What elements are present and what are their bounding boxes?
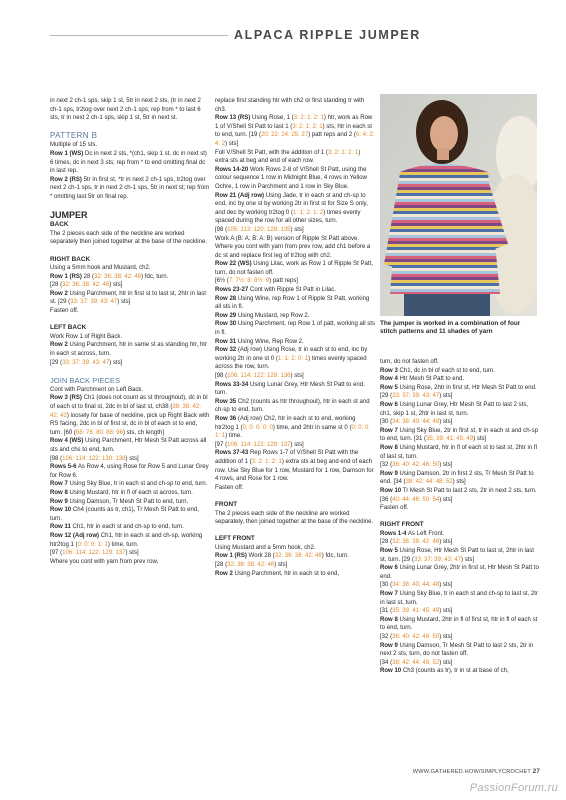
row-label: Row 8 xyxy=(380,616,398,623)
text-column-2 xyxy=(215,97,375,578)
instruction-line: [98 (106: 114: 122: 130: 138) sts] xyxy=(50,455,139,462)
page-number: 27 xyxy=(532,768,540,775)
row-text: Work Rows 2-8 of V/Shell St Patt, using the colour sequence 1 row in Midnight Blue, 4 rows in Yellow Ochre, 1 row in Parchment and 1 row in Sky Blue. xyxy=(215,166,367,190)
row-text: As Left Front. xyxy=(406,530,445,537)
row-label: Row 31 xyxy=(215,338,237,345)
section-heading: LEFT FRONT xyxy=(215,535,255,543)
row-text: Using Sky Blue, tr in each st and ch-sp to last st, 2tr in last st, turn. xyxy=(380,591,538,606)
row-instruction xyxy=(215,295,375,312)
row-instruction xyxy=(215,381,375,398)
row-text: 5tr in first st, *tr in next 2 ch-1 sps, tr2tog over next 2 ch-1 sps, tr in next 2 ch-1 sps, 5tr in next st; rep from * omitting last 5tr on final rep. xyxy=(50,176,210,200)
text-column-1 xyxy=(50,97,210,566)
instruction-line: [29 (33: 37: 39: 43: 47) sts] xyxy=(50,359,123,366)
row-instruction xyxy=(50,290,210,307)
row-text: Using Rose, 2htr in first st, Htr Mesh St Patt to end. [29 (33: 37: 39: 43: 47) sts] xyxy=(380,384,537,400)
page-title: ALPACA RIPPLE JUMPER xyxy=(228,28,427,42)
instruction-line: Work A (B: A: B: A: B) version of Ripple St Patt above. xyxy=(215,235,360,242)
row-label: Row 8 xyxy=(50,489,68,496)
row-instruction xyxy=(50,341,210,358)
section-heading: FRONT xyxy=(215,500,238,508)
row-instruction xyxy=(50,273,210,282)
paragraph-gap xyxy=(215,492,375,501)
row-instruction xyxy=(215,449,375,483)
row-label: Row 5 xyxy=(380,384,398,391)
row-label: Row 7 xyxy=(380,427,398,434)
row-text: Tr Mesh St Patt to last 2 sts, 2tr in next 2 sts, turn. [36 (40: 44: 46: 50: 54) sts] xyxy=(380,487,537,503)
row-instruction xyxy=(50,150,210,176)
row-text: Using Rose, Htr Mesh St Patt to last st, 2htr in last st, turn. [29 (33: 37: 39: 43: 47) sts] xyxy=(380,548,534,563)
row-text: Ch1 (does not count as st throughout), dc in bl of each st to final st, 2dc in bl of last st, ch38 (38: 38: 42: 42: 42) loosely for base of neckline, pick up Right Back with RS facing, 2dc in bl of first st, dc in bl of each st to end, turn. [60 (68: 76: 80: 88: 96) sts, ch length] xyxy=(50,395,210,436)
row-instruction xyxy=(215,192,375,226)
instruction-line: The 2 pieces each side of the neckline are worked separately then joined together at the base of the neckline. xyxy=(50,230,207,246)
row-label: Rows 14-20 xyxy=(215,166,249,173)
instruction-line: turn, do not fasten off. xyxy=(380,359,439,365)
row-instruction xyxy=(380,444,540,461)
row-text: Using Lilac, work as Row 1 of Ripple St Patt, turn, do not fasten off. xyxy=(215,261,373,276)
row-instruction xyxy=(380,590,540,607)
row-instruction xyxy=(215,570,375,579)
row-instruction xyxy=(50,532,210,549)
row-label: Row 29 xyxy=(215,312,237,319)
page-footer xyxy=(380,768,540,775)
row-text: Using Mustard, htr in fl of each st across, turn. xyxy=(67,489,193,496)
row-label: Row 13 (RS) xyxy=(215,115,251,122)
row-instruction xyxy=(380,564,540,581)
row-instruction xyxy=(50,489,210,498)
row-text: Using Parchment, htr in each st to end, xyxy=(232,570,340,577)
instruction-line: [6½ (7: 7½: 8: 8½: 9) patt reps] xyxy=(215,278,299,285)
row-instruction xyxy=(215,320,375,337)
row-text: Dc in next 2 sts, *(ch1, skip 1 st, dc in next st) 6 times, dc in next 3 sts; rep from * to end omitting final dc in last rep. xyxy=(50,150,207,175)
row-text: Using Parchment, Htr Mesh St Patt across all sts and chs to end, turn. xyxy=(50,438,207,453)
instruction-line: [28 (32: 36: 38: 42: 46) sts] xyxy=(50,282,123,289)
row-label: Row 2 xyxy=(50,342,68,349)
row-label: Row 10 xyxy=(380,668,402,675)
row-text: Work 28 (32: 36: 38: 42: 46) fdc, turn. xyxy=(246,553,350,560)
row-label: Row 2 (RS) xyxy=(50,176,82,183)
row-label: Rows 1-4 xyxy=(380,530,407,537)
instruction-line: [98 (106: 114: 122: 128: 136) sts] xyxy=(215,373,304,379)
row-instruction xyxy=(50,176,210,202)
row-instruction xyxy=(50,523,210,532)
row-label: Row 7 xyxy=(380,591,398,598)
row-label: Row 12 (Adj row) xyxy=(50,532,100,539)
row-label: Row 6 xyxy=(380,565,398,572)
row-label: Row 3 (RS) xyxy=(50,395,82,402)
text-column-3 xyxy=(380,358,540,676)
row-text: Using Damson, Tr Mesh St Patt to end, turn. xyxy=(67,498,189,505)
row-instruction xyxy=(380,367,540,376)
instruction-line: [30 (34: 38: 40: 44: 48) sts] xyxy=(380,419,453,426)
jumper-photo xyxy=(380,94,537,316)
section-heading: RIGHT BACK xyxy=(50,255,91,263)
row-text: Ch1, dc in bl of each st to end, turn. xyxy=(397,367,495,374)
photo-caption: The jumper is worked in a combination of four stitch patterns and 11 shades of yarn xyxy=(380,320,521,336)
row-instruction xyxy=(50,498,210,507)
row-text: Using Mustard, 2htr in fl of first st, htr in fl of each st to end, turn. xyxy=(380,616,538,632)
row-text: Using Damson, Tr Mesh St Patt to last 2 sts, 2tr in next 2 sts, turn, do not fasten off. xyxy=(380,642,534,658)
row-instruction xyxy=(215,346,375,372)
paragraph-gap xyxy=(380,513,540,522)
row-text: 28 (32: 36: 38: 42: 46) fdc, turn. xyxy=(81,273,169,280)
row-instruction xyxy=(50,437,210,454)
row-instruction xyxy=(380,384,540,401)
row-text: (Adj row) Ch2, htr in each st to end, working htr2tog 1 (0: 0: 0: 0: 0) time, and 2htr in same st 0 (0: 0: 0: 1: 1) time. xyxy=(215,415,370,440)
row-text: Using Mustard, htr in fl of each st to last st, 2htr in fl of last st, turn. xyxy=(380,444,537,460)
row-label: Row 10 xyxy=(380,487,402,494)
row-text: Ch1, htr in each st and ch-sp, working htr2tog 1 (0: 0: 0: 1: 1) time, turn. xyxy=(50,532,203,548)
row-instruction xyxy=(50,463,210,480)
row-label: Row 30 xyxy=(215,321,237,328)
row-instruction xyxy=(380,427,540,444)
instruction-line: [31 (35: 39: 41: 45: 49) sts] xyxy=(380,608,453,615)
row-label: Row 21 (Adj row) xyxy=(215,192,265,199)
row-instruction xyxy=(215,415,375,441)
row-instruction xyxy=(215,260,375,277)
row-label: Row 2 xyxy=(50,290,68,297)
instruction-line: Where you cont with yarn from prev row, add ch1 before a dc st and replace first leg of tr2tog with ch2. xyxy=(215,244,371,259)
row-label: Row 9 xyxy=(50,498,68,505)
instruction-line: [98 (105: 113: 120: 128: 135) sts] xyxy=(215,226,304,233)
row-instruction xyxy=(380,642,540,659)
row-text: Using Wine, rep Row 1 of Ripple St Patt, working all sts in fl. xyxy=(215,295,370,311)
instruction-line: [28 (32: 36: 38: 42: 46) sts] xyxy=(215,562,288,569)
row-instruction xyxy=(215,552,375,561)
row-instruction xyxy=(215,114,375,148)
instruction-line: replace first standing htr with ch2 or first standing tr with ch3. xyxy=(215,98,365,113)
row-label: Row 35 xyxy=(215,398,237,405)
instruction-line: [97 (106: 114: 122: 129: 137) sts] xyxy=(50,550,139,557)
row-text: Ch2 (counts as htr throughout), htr in each st and ch-sp to end, turn. xyxy=(215,398,370,414)
row-text: Cont with Ripple St Patt in Lilac. xyxy=(248,287,337,294)
instruction-line: Fasten off. xyxy=(215,484,244,491)
row-instruction xyxy=(380,530,540,539)
row-text: Using Mustard, rep Row 2. xyxy=(236,312,310,319)
row-label: Rows 23-27 xyxy=(215,287,249,294)
row-label: Row 2 xyxy=(215,570,233,577)
row-label: Row 1 (RS) xyxy=(215,553,247,560)
row-instruction xyxy=(215,398,375,415)
row-text: Ch3 (counts as tr), tr in st at base of ch, xyxy=(401,668,509,675)
instruction-line: Using a 5mm hook and Mustard, ch2. xyxy=(50,265,151,272)
row-label: Row 32 xyxy=(215,347,237,354)
instruction-line: [32 (36: 40: 42: 46: 50) sts] xyxy=(380,462,453,469)
row-label: Rows 33-34 xyxy=(215,381,249,388)
row-text: Using Parchment, htr in first st to last st, 2htr in last st. [29 (33: 37: 39: 43: 47) sts] xyxy=(50,290,206,306)
row-text: Ch1, htr in each st and ch-sp to end, turn. xyxy=(70,524,184,531)
instruction-line: Fasten off. xyxy=(380,505,409,512)
page-header xyxy=(0,22,566,50)
row-label: Row 4 xyxy=(380,376,398,383)
row-instruction xyxy=(215,312,375,321)
row-text: Rep Rows 1-7 of V/Shell St Patt with the addition of 1 (3: 2: 1: 2: 1) extra sts at beg and end of each row. Use Sky Blue for 1 row, Mustard for 1 row, Damson for 4 rows, and Rose for 1 row. xyxy=(215,450,374,483)
row-text: Htr Mesh St Patt to end. xyxy=(397,376,465,383)
row-instruction xyxy=(50,506,210,523)
paragraph-gap xyxy=(50,316,210,325)
row-label: Row 22 (WS) xyxy=(215,261,252,268)
row-instruction xyxy=(50,394,210,437)
paragraph-gap xyxy=(50,247,210,256)
row-instruction xyxy=(380,375,540,384)
row-text: Using Parchment, rep Row 1 of patt, working all sts in fl. xyxy=(215,321,375,337)
row-text: Using Parchment, htr in same st as standing htr, htr in each st across, turn. xyxy=(50,342,207,358)
row-instruction xyxy=(380,470,540,487)
row-text: Using Wine, Rep Row 2. xyxy=(236,338,304,345)
instruction-line: Where you cont with yarn from prev row, xyxy=(50,558,159,565)
instruction-line: [30 (34: 38: 40: 44: 48) sts] xyxy=(380,582,453,589)
row-label: Row 28 xyxy=(215,295,237,302)
section-heading: RIGHT FRONT xyxy=(380,521,424,529)
paragraph-gap xyxy=(50,123,210,132)
row-text: Using Jade, tr in each st and ch-sp to end, inc by one st by working 2tr in first st for Size S only, and dec by working tr2tog 0 (1: 1: 2: 1: 2) times evenly spaced during the row for all other sizes, turn. xyxy=(215,192,368,225)
instruction-line: Fasten off. xyxy=(50,308,79,315)
row-label: Row 1 (WS) xyxy=(50,150,84,157)
row-text: Using Lunar Grey, Htr Mesh St Patt to end, turn. xyxy=(215,381,365,397)
section-heading: JOIN BACK PIECES xyxy=(50,375,121,385)
instruction-line: Using Mustard and a 5mm hook, ch2. xyxy=(215,544,316,551)
watermark: PassionForum.ru xyxy=(469,782,558,794)
section-heading: LEFT BACK xyxy=(50,324,87,332)
row-label: Row 1 (RS) xyxy=(50,273,82,280)
paragraph-gap xyxy=(50,202,210,211)
row-label: Row 36 xyxy=(215,415,237,422)
row-label: Row 10 xyxy=(50,507,72,514)
row-text: Using Sky Blue, tr in each st and ch-sp to end, turn. xyxy=(67,481,208,488)
row-label: Rows 5-6 xyxy=(50,464,77,471)
instruction-line: Foll V/Shell St Patt, with the addition of 1 (3: 2: 1: 2: 1) extra sts at beg and end of each row. xyxy=(215,149,361,165)
row-label: Row 7 xyxy=(50,481,68,488)
row-text: Using Damson, 2tr in first 2 sts, Tr Mesh St Patt to end. [34 (38: 42: 44: 48: 52) sts] xyxy=(380,470,534,486)
row-instruction xyxy=(380,487,540,504)
row-instruction xyxy=(50,480,210,489)
row-instruction xyxy=(380,547,540,564)
footer-url: WWW.GATHERED.HOW/SIMPLYCROCHET xyxy=(412,769,531,775)
row-text: Using Rose, 1 (3: 2: 1: 2: 1) htr, work as Row 1 of V/Shell St Patt to last 1 (3: 2: 1: 2: 1) sts, htr in each st to end, turn. [19 (20: 22: 24: 25: 27) patt reps and 2 (6: 4: 2: 4: 2) sts] xyxy=(215,115,375,147)
instruction-line: Work Row 1 of Right Back. xyxy=(50,333,123,340)
row-instruction xyxy=(380,401,540,418)
row-label: Row 6 xyxy=(380,401,398,408)
instruction-line: [28 (32: 36: 38: 42: 46) sts] xyxy=(380,539,453,546)
row-instruction xyxy=(215,338,375,347)
instruction-line: [34 (38: 42: 44: 48: 52) sts] xyxy=(380,659,453,666)
row-text: Ch4 (counts as tr, ch1), Tr Mesh St Patt to end, turn. xyxy=(50,507,199,522)
row-text: As Row 4, using Rose for Row 5 and Lunar Grey for Row 6. xyxy=(50,464,209,479)
row-text: (Adj row) Using Rose, tr in each st to end, inc by working 2tr in one st 0 (1: 1: 2: 0: 1) times evenly spaced across the row, turn. xyxy=(215,347,368,371)
row-label: Row 5 xyxy=(380,548,398,555)
row-instruction xyxy=(380,616,540,633)
instruction-line: [97 (106: 114: 122: 129: 137) sts] xyxy=(215,441,304,448)
row-label: Row 11 xyxy=(50,524,71,531)
row-label: Row 9 xyxy=(380,470,398,477)
row-text: Using Lunar Grey, Htr Mesh St Patt to last 2 sts, ch1, skip 1 st, 2htr in last st, turn. xyxy=(380,401,529,417)
row-label: Row 3 xyxy=(380,367,398,374)
instruction-line: [32 (36: 40: 42: 46: 50) sts] xyxy=(380,634,453,640)
instruction-line: The 2 pieces each side of the neckline are worked separately, then joined together at the base of the neckline. xyxy=(215,510,374,526)
row-instruction xyxy=(215,166,375,192)
row-label: Row 8 xyxy=(380,444,398,451)
row-text: Using Lunar Grey, 2htr in first st, Htr Mesh St Patt to end. xyxy=(380,565,539,580)
row-label: Rows 37-43 xyxy=(215,450,249,457)
section-heading: BACK xyxy=(50,221,69,229)
instruction-line: Cont with Parchment on Left Back. xyxy=(50,386,144,393)
row-text: Using Sky Blue, 2tr in first st, tr in each st and ch-sp to end, turn. [31 (35: 39: 41: 45: 49) sts] xyxy=(380,427,538,443)
paragraph-gap xyxy=(215,527,375,536)
instruction-line: Multiple of 15 sts. xyxy=(50,142,98,149)
row-label: Row 9 xyxy=(380,642,398,649)
row-instruction xyxy=(215,286,375,295)
section-heading: JUMPER xyxy=(50,210,88,221)
row-label: Row 4 (WS) xyxy=(50,438,84,445)
section-heading: PATTERN B xyxy=(50,131,98,141)
instruction-line: in next 2 ch-1 sps, skip 1 st, 5tr in next 2 sts, (tr in next 2 ch-1 sps, tr2tog over next 2 ch-1 sps; rep from * to last 6 sts, tr in next 2 ch-1 sps, skip 1 st, 5tr in next st. xyxy=(50,98,201,122)
row-instruction xyxy=(380,667,540,676)
paragraph-gap xyxy=(50,367,210,376)
